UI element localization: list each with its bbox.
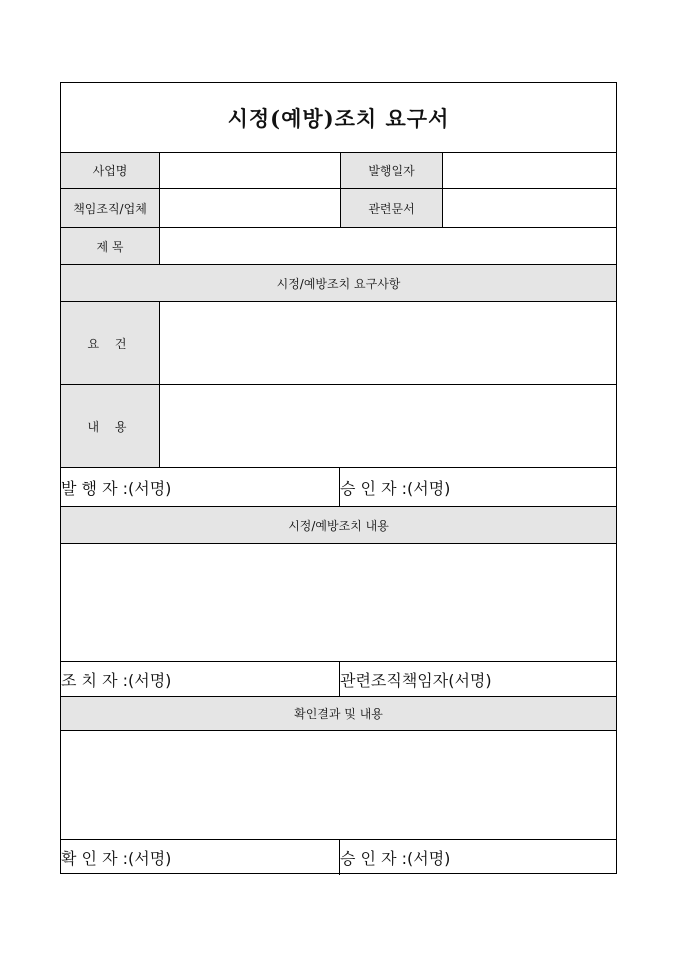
checker-cell[interactable] <box>61 840 340 875</box>
condition-field[interactable] <box>160 302 616 384</box>
org-label: 책임조직/업체 <box>61 189 160 227</box>
content-row <box>61 385 616 468</box>
checker-sign-mark: (서명) <box>128 849 172 868</box>
issuer-signature-row <box>61 468 616 507</box>
request-form <box>60 82 617 874</box>
issuer-cell[interactable] <box>61 468 340 506</box>
related-manager-label: 관련조직책임자 <box>340 670 449 690</box>
related-doc-label: 관련문서 <box>340 189 443 227</box>
content-label: 내 용 <box>61 385 160 467</box>
issue-date-label: 발행일자 <box>340 153 443 188</box>
subject-field[interactable] <box>160 228 616 264</box>
requirements-section-title: 시정/예방조치 요구사항 <box>61 265 616 301</box>
verification-content-area[interactable] <box>61 731 616 840</box>
form-title: 시정(예방)조치 요구서 <box>227 105 450 131</box>
approver-cell[interactable] <box>340 468 616 506</box>
header-row-org <box>61 189 616 228</box>
verification-approver-cell[interactable] <box>340 840 616 875</box>
actor-signature-row <box>61 662 616 697</box>
actor-label: 조 치 자 : <box>61 670 129 690</box>
title-row <box>61 83 616 153</box>
subject-row <box>61 228 616 265</box>
verification-section-title: 확인결과 및 내용 <box>61 697 616 730</box>
action-section-title: 시정/예방조치 내용 <box>61 507 616 543</box>
issuer-sign-mark: (서명) <box>128 478 172 498</box>
subject-label: 제 목 <box>61 228 160 264</box>
issuer-label: 발 행 자 : <box>61 478 129 498</box>
checker-label: 확 인 자 : <box>61 849 129 868</box>
action-section-row <box>61 507 616 544</box>
condition-row <box>61 302 616 385</box>
related-manager-cell[interactable] <box>340 662 616 696</box>
org-field[interactable] <box>160 189 340 227</box>
approver-label: 승 인 자 : <box>340 478 408 498</box>
issue-date-field[interactable] <box>443 153 616 188</box>
action-content-area[interactable] <box>61 544 616 662</box>
related-manager-sign-mark: (서명) <box>448 670 492 690</box>
business-name-field[interactable] <box>160 153 340 188</box>
requirements-section-row <box>61 265 616 302</box>
related-doc-field[interactable] <box>443 189 616 227</box>
approver-sign-mark: (서명) <box>407 478 451 498</box>
actor-cell[interactable] <box>61 662 340 696</box>
header-row-business <box>61 153 616 189</box>
actor-sign-mark: (서명) <box>128 670 172 690</box>
business-name-label: 사업명 <box>61 153 160 188</box>
verification-approver-label: 승 인 자 : <box>340 849 408 868</box>
checker-signature-row <box>61 840 616 875</box>
content-field[interactable] <box>160 385 616 467</box>
verification-section-row <box>61 697 616 731</box>
verification-approver-sign-mark: (서명) <box>407 849 451 868</box>
condition-label: 요 건 <box>61 302 160 384</box>
